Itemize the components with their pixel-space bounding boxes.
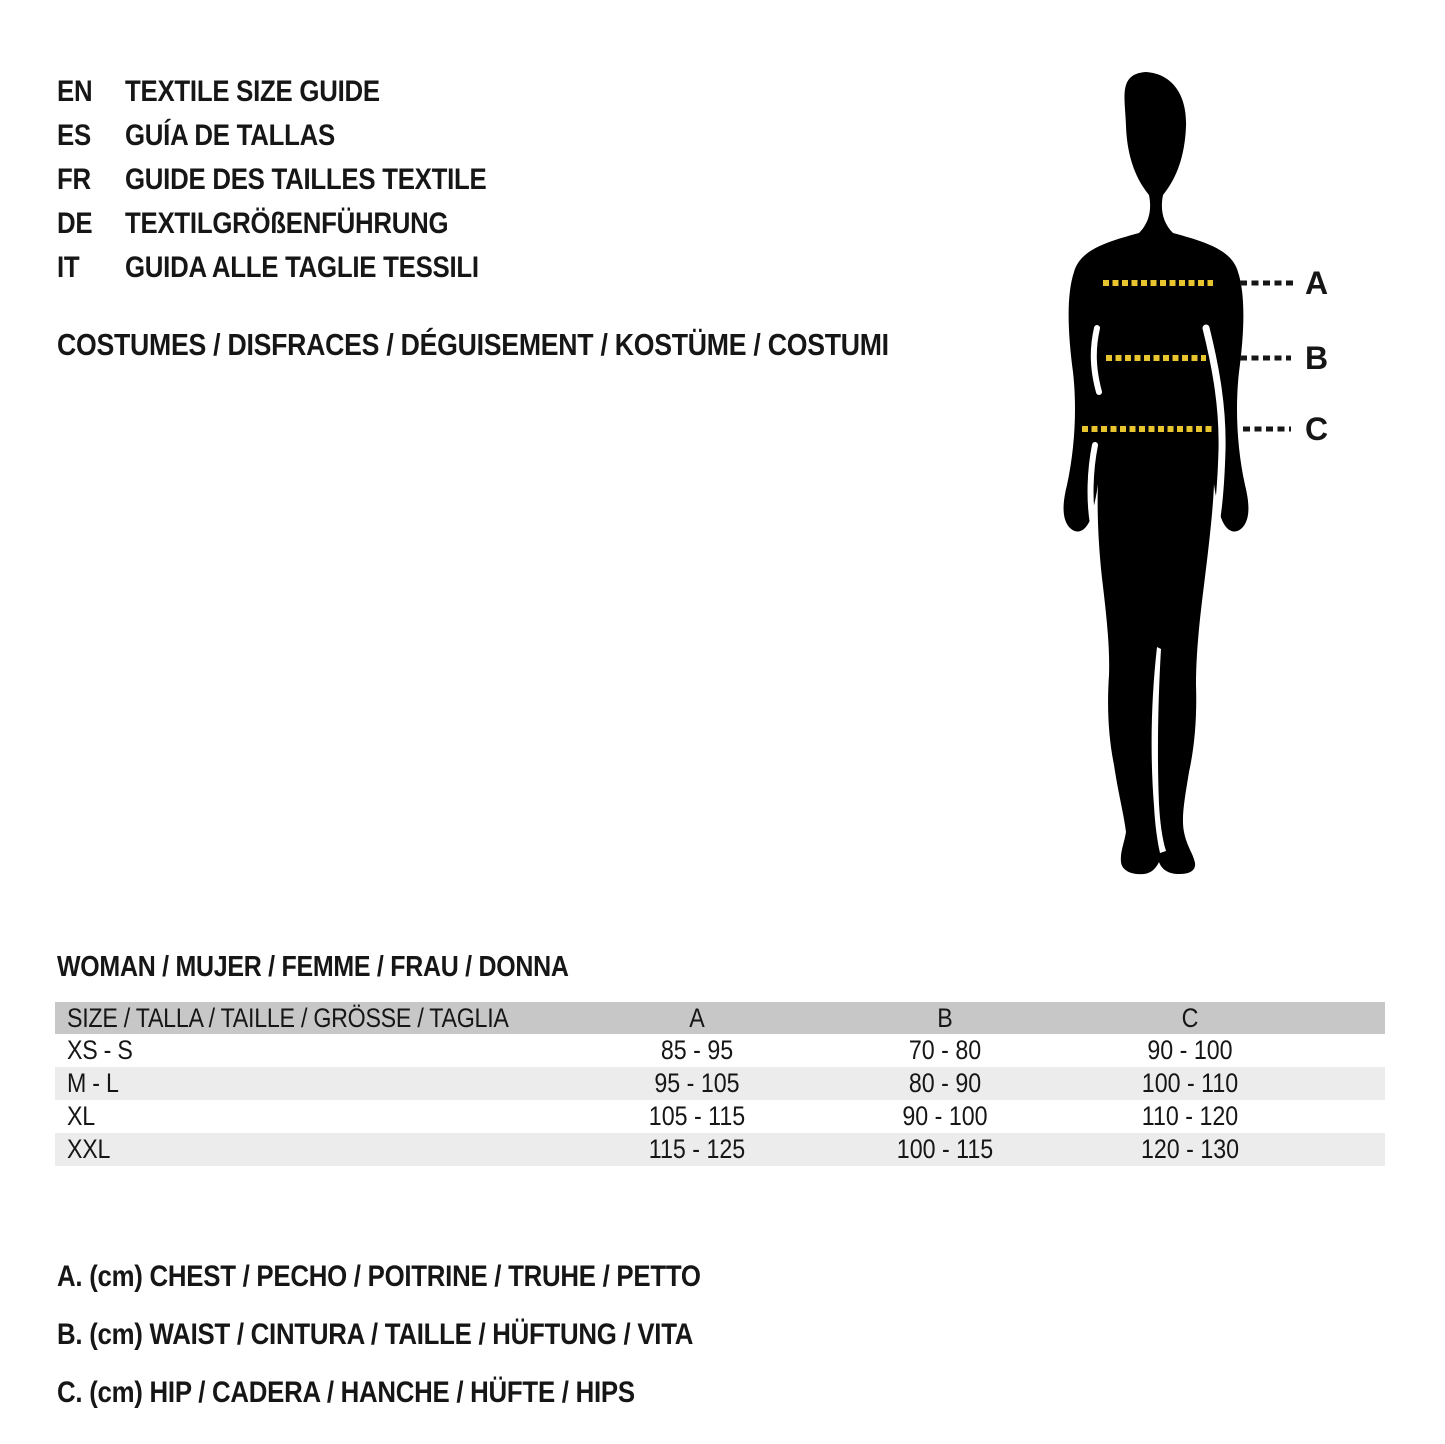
language-code: ES bbox=[57, 119, 91, 152]
legend-line-chest: A. (cm) CHEST / PECHO / POITRINE / TRUHE / PETTO bbox=[57, 1260, 701, 1293]
category-heading: COSTUMES / DISFRACES / DÉGUISEMENT / KOSTÜME / COSTUMI bbox=[57, 327, 889, 362]
cell-waist: 80 - 90 bbox=[908, 1068, 982, 1098]
legend-line-hip: C. (cm) HIP / CADERA / HANCHE / HÜFTE / HIPS bbox=[57, 1376, 635, 1409]
header-size-label: SIZE / TALLA / TAILLE / GRÖSSE / TAGLIA bbox=[67, 1003, 509, 1033]
cell-size: M - L bbox=[67, 1068, 119, 1098]
language-code: EN bbox=[57, 75, 93, 108]
language-row-de bbox=[57, 202, 545, 246]
cell-waist: 90 - 100 bbox=[902, 1101, 988, 1131]
arm-gap-left-upper bbox=[1094, 328, 1099, 392]
language-row-it bbox=[57, 246, 545, 290]
language-list bbox=[57, 70, 545, 290]
language-code: DE bbox=[57, 207, 93, 240]
cell-hip: 110 - 120 bbox=[1141, 1101, 1239, 1131]
cell-waist: 100 - 115 bbox=[896, 1134, 994, 1164]
cell-size: XXL bbox=[67, 1134, 111, 1164]
language-row-en bbox=[57, 70, 545, 114]
cell-size: XL bbox=[67, 1101, 95, 1131]
cell-chest: 95 - 105 bbox=[654, 1068, 740, 1098]
language-title: GUIDA ALLE TAGLIE TESSILI bbox=[125, 251, 479, 284]
measure-label-c: C bbox=[1305, 411, 1329, 447]
language-code: FR bbox=[57, 163, 91, 196]
cell-waist: 70 - 80 bbox=[908, 1035, 982, 1065]
woman-silhouette bbox=[1064, 72, 1249, 874]
leg-gap bbox=[1152, 647, 1166, 853]
cell-chest: 115 - 125 bbox=[648, 1134, 746, 1164]
cell-hip: 90 - 100 bbox=[1147, 1035, 1233, 1065]
legend-line-waist: B. (cm) WAIST / CINTURA / TAILLE / HÜFTUNG / VITA bbox=[57, 1318, 694, 1351]
language-title: TEXTILGRÖßENFÜHRUNG bbox=[125, 207, 449, 240]
table-header-row bbox=[55, 1002, 1385, 1034]
measure-label-b: B bbox=[1305, 340, 1329, 376]
arm-gap-right bbox=[1206, 328, 1222, 524]
table-row-xs-s bbox=[55, 1034, 1385, 1067]
section-label-woman: WOMAN / MUJER / FEMME / FRAU / DONNA bbox=[57, 951, 569, 983]
table-row-m-l bbox=[55, 1067, 1385, 1100]
cell-hip: 120 - 130 bbox=[1140, 1134, 1240, 1164]
language-title: TEXTILE SIZE GUIDE bbox=[125, 75, 380, 108]
language-code: IT bbox=[57, 251, 80, 284]
language-row-fr bbox=[57, 158, 545, 202]
table-row-xl bbox=[55, 1100, 1385, 1133]
header-col-a: A bbox=[689, 1003, 705, 1033]
arm-gap-left-lower bbox=[1091, 445, 1095, 524]
size-table bbox=[55, 1002, 1385, 1166]
language-row-es bbox=[57, 114, 545, 158]
header-col-b: B bbox=[937, 1003, 953, 1033]
cell-chest: 105 - 115 bbox=[648, 1101, 746, 1131]
measurement-legend bbox=[57, 1248, 805, 1422]
cell-hip: 100 - 110 bbox=[1141, 1068, 1239, 1098]
language-title: GUIDE DES TAILLES TEXTILE bbox=[125, 163, 487, 196]
measure-label-a: A bbox=[1305, 265, 1329, 301]
table-row-xxl bbox=[55, 1133, 1385, 1166]
header-col-c: C bbox=[1181, 1003, 1199, 1033]
cell-chest: 85 - 95 bbox=[660, 1035, 734, 1065]
cell-size: XS - S bbox=[67, 1035, 133, 1065]
language-title: GUÍA DE TALLAS bbox=[125, 119, 335, 152]
